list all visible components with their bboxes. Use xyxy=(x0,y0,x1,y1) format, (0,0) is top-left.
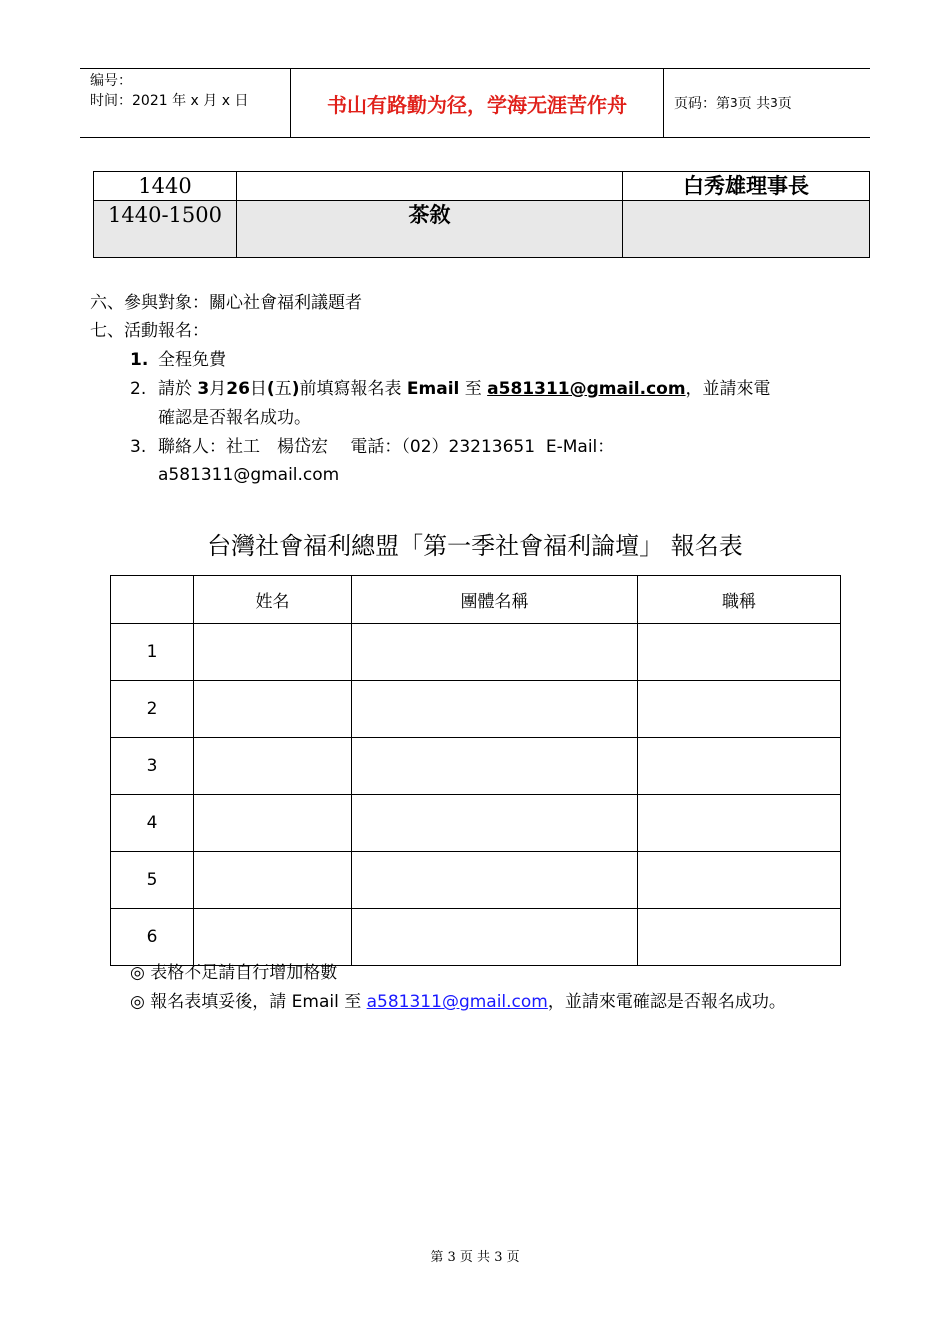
name-cell[interactable] xyxy=(194,738,352,795)
row-number: 2 xyxy=(111,681,194,738)
list-text: 前填寫報名表 xyxy=(299,379,402,399)
list-text-bold: ) xyxy=(291,379,300,399)
list-number: 1. xyxy=(130,350,149,370)
note-extra-rows: ◎ 表格不足請自行增加格數 xyxy=(130,963,338,983)
title-cell[interactable] xyxy=(638,738,841,795)
list-text: 請於 xyxy=(158,379,192,399)
list-text-bold: Email xyxy=(406,379,460,399)
header-page-mid: 页 共 xyxy=(737,96,771,112)
list-item xyxy=(130,348,226,372)
org-cell[interactable] xyxy=(352,738,638,795)
schedule-table xyxy=(93,171,870,258)
row-number: 5 xyxy=(111,852,194,909)
header-page-prefix: 页码：第 xyxy=(674,96,730,112)
row-number: 6 xyxy=(111,909,194,966)
header-motto: 书山有路勤为径，学海无涯苦作舟 xyxy=(290,69,664,137)
registration-table xyxy=(110,575,841,966)
row-number: 3 xyxy=(111,738,194,795)
header-page-suffix: 页 xyxy=(777,96,792,112)
org-cell[interactable] xyxy=(352,795,638,852)
title-cell[interactable] xyxy=(638,909,841,966)
section-participants: 六、參與對象：關心社會福利議題者 xyxy=(90,293,362,313)
header-page-total: 3 xyxy=(770,96,778,110)
header-page-num: 3 xyxy=(730,96,738,110)
page-footer: 第 3 页 共 3 页 xyxy=(430,1250,520,1265)
note-text: ，並請來電確認是否報名成功。 xyxy=(547,992,786,1012)
email-link[interactable]: a581311@gmail.com xyxy=(487,379,686,399)
list-text-bold: 26 xyxy=(226,379,250,399)
org-cell[interactable] xyxy=(352,852,638,909)
header-time: 时间：2021 年 x 月 x 日 xyxy=(90,93,249,109)
title-cell[interactable] xyxy=(638,852,841,909)
list-text: 五 xyxy=(274,379,292,399)
list-text: 至 xyxy=(464,379,482,399)
list-text: ，並請來電 xyxy=(685,379,771,399)
list-number: 2. xyxy=(130,379,147,399)
list-item xyxy=(130,377,771,401)
table-row xyxy=(111,738,841,795)
note-text: ◎ 報名表填妥後，請 Email 至 xyxy=(130,992,367,1012)
title-cell[interactable] xyxy=(638,624,841,681)
org-cell[interactable] xyxy=(352,681,638,738)
schedule-item xyxy=(237,172,623,201)
title-cell[interactable] xyxy=(638,681,841,738)
note-submit xyxy=(130,990,786,1014)
name-cell[interactable] xyxy=(194,624,352,681)
header-number: 编号： xyxy=(90,73,132,89)
table-header-row xyxy=(111,576,841,624)
name-cell[interactable] xyxy=(194,795,352,852)
column-header: 職稱 xyxy=(638,576,841,624)
name-cell[interactable] xyxy=(194,681,352,738)
column-header: 姓名 xyxy=(194,576,352,624)
org-cell[interactable] xyxy=(352,909,638,966)
table-row xyxy=(111,624,841,681)
name-cell[interactable] xyxy=(194,852,352,909)
header-page xyxy=(664,69,870,137)
page-header xyxy=(80,68,870,138)
list-number: 3. xyxy=(130,437,147,457)
list-text: 全程免費 xyxy=(158,350,226,370)
list-text-bold: 3 xyxy=(197,379,210,399)
column-header: 團體名稱 xyxy=(352,576,638,624)
name-cell[interactable] xyxy=(194,909,352,966)
row-number: 1 xyxy=(111,624,194,681)
schedule-row xyxy=(94,172,870,201)
schedule-item: 茶敘 xyxy=(237,201,623,258)
email-link[interactable]: a581311@gmail.com xyxy=(366,992,548,1012)
list-text-bold: ( xyxy=(266,379,275,399)
section-registration: 七、活動報名： xyxy=(90,321,209,341)
table-row xyxy=(111,852,841,909)
table-row xyxy=(111,681,841,738)
contact-email: a581311@gmail.com xyxy=(158,465,340,485)
schedule-row xyxy=(94,201,870,258)
list-text: 聯絡人：社工 楊岱宏 電話：（02）23213651 E-Mail： xyxy=(158,437,615,457)
list-item-continued: 確認是否報名成功。 xyxy=(158,408,311,428)
row-number: 4 xyxy=(111,795,194,852)
list-text: 月 xyxy=(209,379,227,399)
schedule-person xyxy=(623,201,870,258)
header-meta xyxy=(80,69,290,137)
list-item xyxy=(130,435,614,459)
schedule-person: 白秀雄理事長 xyxy=(623,172,870,201)
table-row xyxy=(111,795,841,852)
table-row xyxy=(111,909,841,966)
org-cell[interactable] xyxy=(352,624,638,681)
schedule-time: 1440-1500 xyxy=(94,201,237,258)
schedule-time: 1440 xyxy=(94,172,237,201)
column-header xyxy=(111,576,194,624)
title-cell[interactable] xyxy=(638,795,841,852)
form-title: 台灣社會福利總盟「第一季社會福利論壇」 報名表 xyxy=(207,532,743,560)
list-text: 日 xyxy=(249,379,267,399)
